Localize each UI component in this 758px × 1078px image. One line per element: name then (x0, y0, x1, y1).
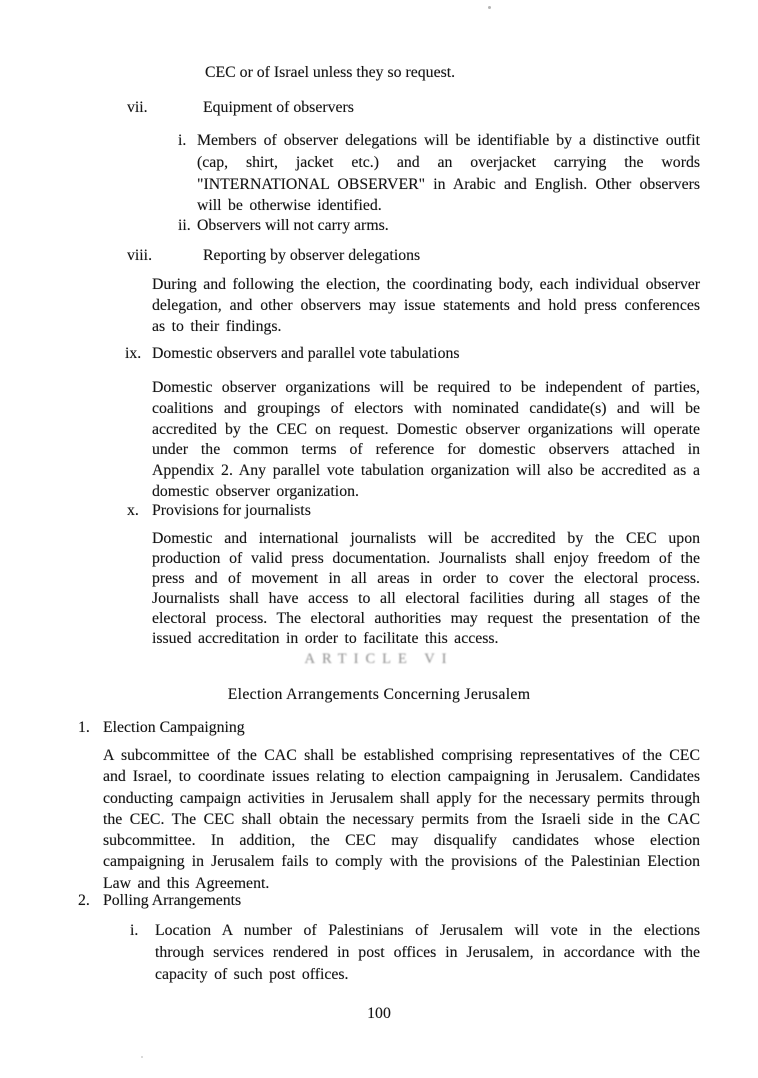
list-item-2-i (130, 920, 700, 986)
paragraph-ix-body: Domestic observer organizations will be required to be independent of parties, coalitions and groupings of electors with nominated candidate(s) and will be accredited by the CEC on request. Domestic observer organizations will operate under the common terms of reference for domestic observers attached in Appendix 2. Any parallel vote tabulation organization will also be accredited as a domestic observer organization. (152, 379, 700, 500)
paragraph-x-body: Domestic and international journalists will be accredited by the CEC upon production of valid press documentation. Journalists shall enjoy freedom of the press and of movement in all areas in order to cover the electoral process. Journalists shall have access to all electoral facilities during all stages of the electoral process. The electoral authorities may request the presentation of the issued accreditation in order to facilitate this access. (152, 530, 700, 647)
list-label: 1. (78, 719, 90, 736)
item-title: Polling Arrangements (103, 892, 242, 909)
item-text: Location A number of Palestinians of Jerusalem will vote in the elections through services rendered in post offices in Jerusalem, in accordance with the capacity of such post offices. (155, 922, 700, 983)
list-label: ii. (178, 217, 191, 234)
item-text: Members of observer delegations will be identifiable by a distinctive outfit (cap, shirt, jacket etc.) and an overjacket carrying the words "INTERNATIONAL OBSERVER" in Arabic and English. Other observers will be otherwise identified. (197, 132, 700, 215)
list-label: vii. (127, 99, 148, 116)
list-item-x (127, 500, 311, 521)
list-item-viii (127, 245, 420, 266)
scan-speck (141, 1056, 143, 1058)
item-title: Reporting by observer delegations (203, 247, 421, 264)
list-item-1 (78, 717, 245, 738)
article-heading-faded: ARTICLE VI (304, 651, 454, 667)
list-item-ix (125, 343, 460, 364)
list-item-vii-ii (178, 215, 700, 236)
list-label: i. (178, 132, 187, 149)
item-title: Equipment of observers (203, 99, 354, 116)
paragraph-viii-body: During and following the election, the coordinating body, each individual observer delegation, and other observers may issue statements and hold press conferences as to their findings. (152, 276, 700, 335)
list-label: x. (127, 502, 139, 519)
list-label: ix. (125, 345, 142, 362)
paragraph-1-body: A subcommittee of the CAC shall be established comprising representatives of the CEC and Israel, to coordinate issues relating to election campaigning in Jerusalem. Candidates conducting campaign activities in Jerusalem shall apply for the necessary permits through the CEC. The CEC shall obtain the necessary permits from the Israeli side in the CAC subcommittee. In addition, the CEC may disqualify candidates whose election campaigning in Jerusalem fails to comply with the provisions of the Palestinian Election Law and this Agreement. (103, 747, 700, 892)
section-title: Election Arrangements Concerning Jerusalem (227, 686, 531, 703)
list-label: 2. (78, 892, 90, 909)
list-label: viii. (127, 247, 153, 264)
list-label: i. (130, 922, 139, 939)
paragraph-continuation: CEC or of Israel unless they so request. (205, 64, 456, 81)
scan-speck (488, 6, 491, 9)
list-item-2 (78, 890, 241, 911)
item-title: Provisions for journalists (152, 502, 311, 519)
item-title: Election Campaigning (103, 719, 245, 736)
page-number: 100 (367, 1005, 391, 1022)
list-item-vii (127, 97, 354, 118)
item-title: Domestic observers and parallel vote tabulations (152, 345, 460, 362)
list-item-vii-i (178, 130, 700, 217)
item-text: Observers will not carry arms. (197, 217, 389, 234)
